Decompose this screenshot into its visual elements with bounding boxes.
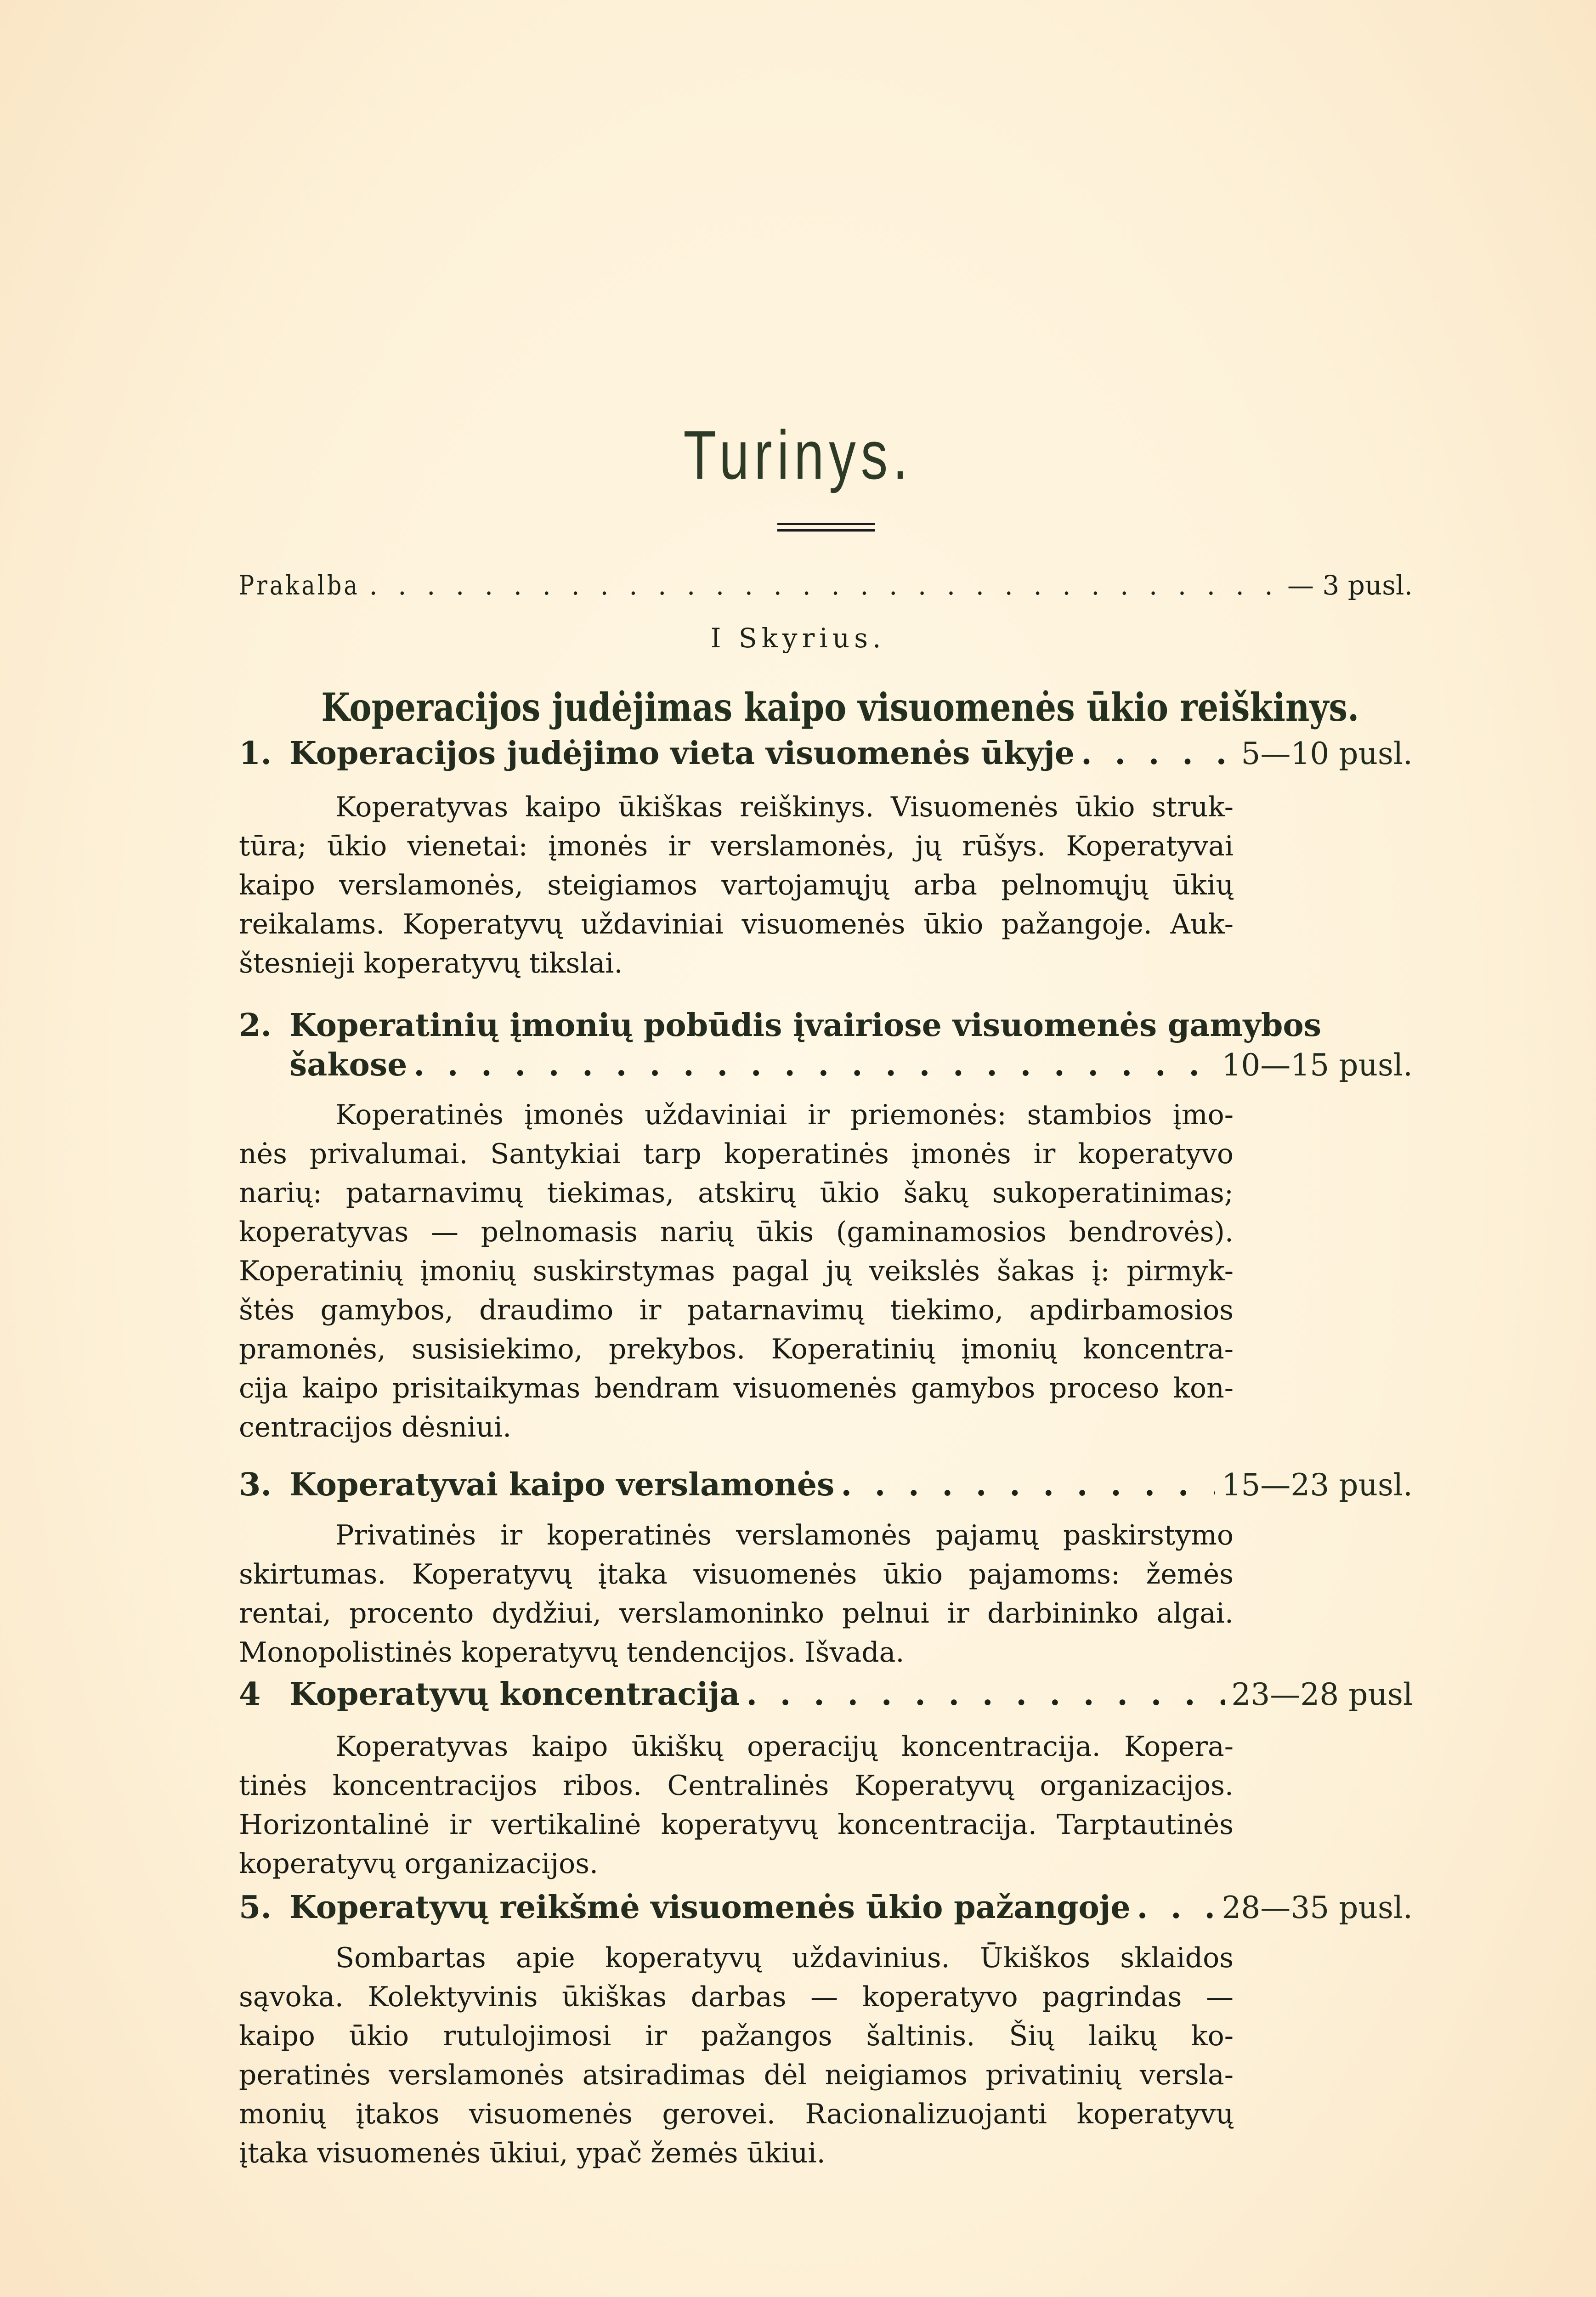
summary-line: reikalams. Koperatyvų uždaviniai visuomenės ūkio pažangoje. Auk- (239, 908, 1234, 940)
toc-entry-5-summary (239, 1939, 1234, 2173)
summary-line: štės gamybos, draudimo ir patarnavimų tiekimo, apdirbamosios (239, 1294, 1234, 1326)
summary-line: narių: patarnavimų tiekimas, atskirų ūkio šakų sukoperatinimas; (239, 1177, 1234, 1209)
toc-entry-title: Koperatyvų reikšmė visuomenės ūkio pažangoje (289, 1889, 1131, 1926)
toc-entry-1[interactable] (239, 735, 1413, 772)
toc-entry-preface[interactable] (239, 570, 1413, 601)
toc-entry-title: Koperatinių įmonių pobūdis įvairiose visuomenės gamybos (289, 1007, 1322, 1044)
page-title: Turinys. (683, 416, 913, 493)
summary-line: Koperatyvas kaipo ūkiškas reiškinys. Visuomenės ūkio struk- (335, 791, 1234, 823)
summary-line: Monopolistinės koperatyvų tendencijos. Išvada. (239, 1636, 905, 1669)
dot-leader (369, 570, 1281, 601)
chapter-heading: Koperacijos judėjimas kaipo visuomenės ūkio reiškinys. (321, 685, 1359, 730)
summary-line: peratinės verslamonės atsiradimas dėl neigiamos privatinių versla- (239, 2059, 1234, 2091)
dot-leader (1137, 1889, 1216, 1926)
toc-entry-1-summary (239, 788, 1234, 983)
toc-entry-4-summary (239, 1727, 1234, 1884)
summary-line: kaipo ūkio rutulojimosi ir pažangos šaltinis. Šių laikų ko- (239, 2020, 1234, 2052)
summary-line: rentai, procento dydžiui, verslamoninko pelnui ir darbininko algai. (239, 1597, 1234, 1629)
summary-line: Privatinės ir koperatinės verslamonės pajamų paskirstymo (335, 1519, 1234, 1551)
toc-entry-pages: 5—10 pusl. (1241, 736, 1413, 771)
summary-line: įtaka visuomenės ūkiui, ypač žemės ūkiui. (239, 2137, 826, 2169)
summary-line: nės privalumai. Santykiai tarp koperatinės įmonės ir koperatyvo (239, 1138, 1234, 1170)
toc-entry-number: 5. (239, 1889, 272, 1926)
summary-line: sąvoka. Kolektyvinis ūkiškas darbas — koperatyvo pagrindas — (239, 1981, 1234, 2013)
dot-leader (1081, 735, 1234, 772)
toc-entry-title: Koperatyvai kaipo verslamonės (289, 1466, 835, 1503)
title-double-rule-top (777, 523, 875, 525)
summary-line: Koperatinių įmonių suskirstymas pagal jų veikslės šakas į: pirmyk- (239, 1255, 1234, 1287)
summary-line: Sombartas apie koperatyvų uždavinius. Ūkiškos sklaidos (335, 1942, 1234, 1974)
toc-entry-2-summary (239, 1096, 1234, 1447)
summary-line: tinės koncentracijos ribos. Centralinės Koperatyvų organizacijos. (239, 1770, 1234, 1802)
toc-entry-pages: 10—15 pusl. (1222, 1047, 1413, 1083)
summary-line: štesnieji koperatyvų tikslai. (239, 947, 623, 979)
toc-entry-5[interactable] (239, 1889, 1413, 1926)
toc-entry-3-summary (239, 1516, 1234, 1672)
summary-line: koperatyvas — pelnomasis narių ūkis (gaminamosios bendrovės). (239, 1216, 1234, 1248)
toc-entry-pages: — 3 pusl. (1287, 570, 1413, 601)
toc-entry-pages: 28—35 pusl. (1222, 1890, 1413, 1925)
toc-entry-title: Koperacijos judėjimo vieta visuomenės ūkyje (289, 735, 1075, 772)
toc-entry-2[interactable] (239, 1007, 1413, 1044)
toc-entry-pages: 23—28 pusl (1231, 1677, 1413, 1712)
summary-line: Koperatyvas kaipo ūkiškų operacijų koncentracija. Kopera- (335, 1731, 1234, 1763)
dot-leader (746, 1676, 1225, 1713)
toc-entry-number: 2. (239, 1007, 272, 1044)
summary-line: Koperatinės įmonės uždaviniai ir priemonės: stambios įmo- (335, 1099, 1234, 1131)
toc-entry-title: Koperatyvų koncentracija (289, 1676, 740, 1713)
toc-entry-pages: 15—23 pusl. (1222, 1467, 1413, 1503)
dot-leader (841, 1466, 1215, 1503)
summary-line: cija kaipo prisitaikymas bendram visuomenės gamybos proceso kon- (239, 1372, 1234, 1404)
toc-entry-4[interactable] (239, 1676, 1413, 1713)
summary-line: pramonės, susisiekimo, prekybos. Koperatinių įmonių koncentra- (239, 1333, 1234, 1365)
summary-line: kaipo verslamonės, steigiamos vartojamųjų arba pelnomųjų ūkių (239, 869, 1234, 901)
toc-entry-number: 1. (239, 735, 272, 772)
summary-line: koperatyvų organizacijos. (239, 1848, 599, 1880)
title-double-rule-bottom (777, 529, 875, 532)
toc-entry-3[interactable] (239, 1466, 1413, 1503)
summary-line: centracijos dėsniui. (239, 1411, 512, 1443)
toc-entry-label: Prakalba (239, 570, 360, 601)
toc-entry-number: 4 (239, 1676, 261, 1713)
toc-entry-2-continued[interactable] (239, 1047, 1413, 1083)
summary-line: Horizontalinė ir vertikalinė koperatyvų koncentracija. Tarptautinės (239, 1809, 1234, 1841)
summary-line: tūra; ūkio vienetai: įmonės ir verslamonės, jų rūšys. Koperatyvai (239, 830, 1234, 862)
summary-line: monių įtakos visuomenės gerovei. Racionalizuojanti koperatyvų (239, 2098, 1234, 2130)
toc-entry-title-continued: šakose (289, 1047, 407, 1083)
section-label: I Skyrius. (710, 622, 886, 654)
summary-line: skirtumas. Koperatyvų įtaka visuomenės ūkio pajamoms: žemės (239, 1558, 1234, 1590)
toc-entry-number: 3. (239, 1466, 272, 1503)
dot-leader (413, 1047, 1215, 1083)
